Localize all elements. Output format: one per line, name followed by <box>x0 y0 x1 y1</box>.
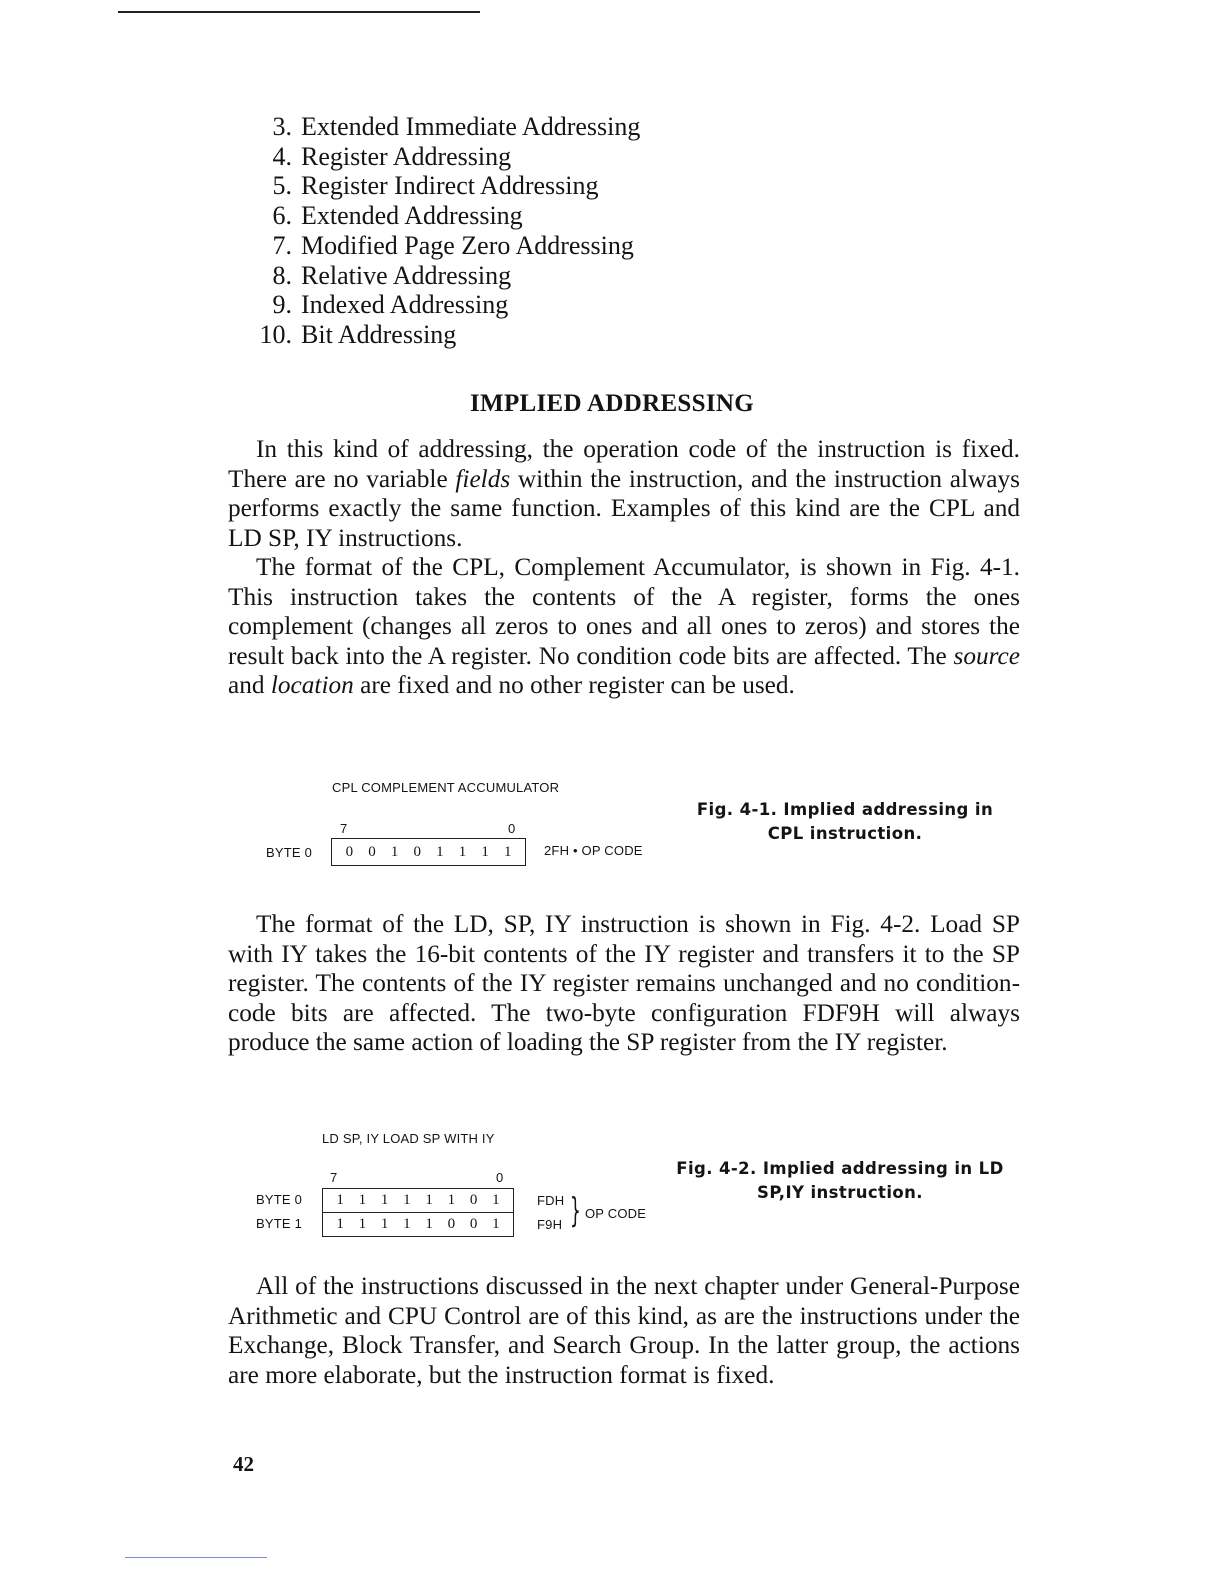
fig1-title: CPL COMPLEMENT ACCUMULATOR <box>332 780 560 795</box>
fig2-byte1-label: BYTE 1 <box>256 1216 302 1231</box>
bit: 1 <box>447 1192 456 1208</box>
list-item: 6. Extended Addressing <box>272 201 523 231</box>
list-item: 3. Extended Immediate Addressing <box>272 112 641 141</box>
fig2-hex0: FDH <box>537 1193 565 1208</box>
list-item: 10. Bit Addressing <box>259 319 457 349</box>
bit: 0 <box>413 843 421 860</box>
caption-line: SP,IY instruction. <box>757 1183 923 1202</box>
caption-line: Fig. 4-2. Implied addressing in LD <box>676 1159 1004 1178</box>
bit: 0 <box>469 1192 478 1208</box>
bit: 1 <box>390 843 399 860</box>
list-item: 7. Modified Page Zero Addressing <box>272 230 634 260</box>
caption-line: CPL instruction. <box>767 824 923 843</box>
bit: 0 <box>368 843 376 860</box>
brace-icon: } <box>570 1191 581 1231</box>
bit: 1 <box>403 1192 411 1208</box>
bit: 1 <box>336 1216 344 1232</box>
fig1-byte-box <box>331 838 526 866</box>
list-item: 8. Relative Addressing <box>272 260 512 290</box>
bit: 1 <box>380 1192 389 1208</box>
caption-line: Fig. 4-1. Implied addressing in <box>696 800 994 819</box>
bit: 1 <box>458 843 467 860</box>
bit: 0 <box>469 1216 478 1232</box>
fig1-opcode: 2FH • OP CODE <box>544 843 643 858</box>
list-item: 5. Register Indirect Addressing <box>272 171 599 201</box>
fig2-byte1-box <box>322 1212 514 1237</box>
bit: 1 <box>358 1192 367 1208</box>
paragraph-cpl: The format of the CPL, Complement Accumulator, is shown in Fig. 4-1. This instruction takes the contents of the A register, forms the ones complement (changes all zeros to ones and all ones to zeros) and stores the result back into the A register. No condition code bits are affected. The source and location are fixed and no other register can be used. <box>228 553 1020 699</box>
fig1-bit-high: 7 <box>340 821 348 836</box>
section-heading: IMPLIED ADDRESSING <box>470 390 754 417</box>
bit: 1 <box>481 843 489 860</box>
fig2-bit-high: 7 <box>330 1170 338 1185</box>
fig1-byte-label: BYTE 0 <box>266 845 312 860</box>
bottom-rule <box>125 1557 267 1558</box>
fig1-bit-low: 0 <box>508 821 516 836</box>
list-item: 4. Register Addressing <box>272 141 512 171</box>
paragraph-summary: All of the instructions discussed in the next chapter under General-Purpose Arithmetic and CPU Control are of this kind, as are the instructions under the Exchange, Block Transfer, and Search Group. In the latter group, the actions are more elaborate, but the instruction format is fixed. <box>228 1272 1020 1389</box>
fig2-hex1: F9H <box>537 1217 563 1232</box>
paragraph-intro: In this kind of addressing, the operation code of the instruction is fixed. There are no variable fields within the instruction, and the instruction always performs exactly the same function. Examples of this kind are the CPL and LD SP, IY instructions. <box>228 435 1020 552</box>
fig1-caption <box>680 798 1010 846</box>
bit: 1 <box>425 1216 433 1232</box>
fig2-title: LD SP, IY LOAD SP WITH IY <box>322 1131 495 1146</box>
bit: 1 <box>492 1192 500 1208</box>
page-number: 42 <box>233 1452 254 1476</box>
bit: 0 <box>345 843 354 860</box>
bit: 1 <box>503 843 512 860</box>
bit: 0 <box>447 1216 456 1232</box>
fig2-byte0-box <box>322 1188 514 1213</box>
fig2-byte0-label: BYTE 0 <box>256 1192 302 1207</box>
bit: 1 <box>492 1216 500 1232</box>
fig2-caption <box>665 1157 1015 1205</box>
list-item: 9. Indexed Addressing <box>272 290 509 320</box>
paragraph-ld: The format of the LD, SP, IY instruction is shown in Fig. 4-2. Load SP with IY takes the 16-bit contents of the IY register and transfers it to the SP register. The contents of the IY register remains unchanged and no condition-code bits are affected. The two-byte configuration FDF9H will always produce the same action of loading the SP register from the IY register. <box>228 910 1020 1056</box>
fig2-bit-low: 0 <box>496 1170 504 1185</box>
addressing-modes-list <box>256 112 640 350</box>
bit: 1 <box>403 1216 411 1232</box>
bit: 1 <box>336 1192 344 1208</box>
bit: 1 <box>358 1216 367 1232</box>
bit: 1 <box>436 843 444 860</box>
fig2-opcode: OP CODE <box>585 1206 647 1221</box>
bit: 1 <box>425 1192 433 1208</box>
top-rule <box>118 11 480 13</box>
bit: 1 <box>380 1216 389 1232</box>
